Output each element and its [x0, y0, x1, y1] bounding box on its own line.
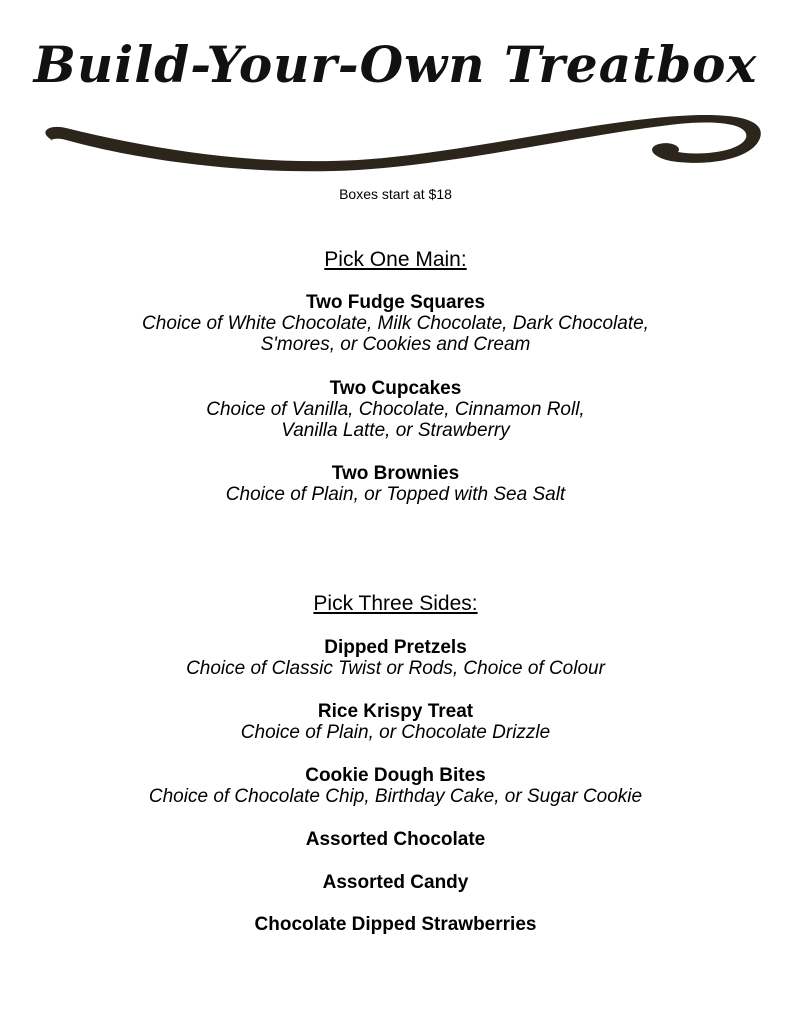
sides-heading: Pick Three Sides:: [313, 592, 478, 615]
mains-heading: Pick One Main:: [324, 248, 467, 271]
decorative-swirl: [28, 100, 768, 178]
item-description: Choice of Plain, or Topped with Sea Salt: [225, 484, 566, 505]
menu-item: [0, 765, 791, 807]
menu-item: [0, 378, 791, 441]
item-description: Choice of Classic Twist or Rods, Choice of Colour: [186, 658, 605, 679]
menu-item: [0, 829, 791, 850]
item-name: Cookie Dough Bites: [305, 765, 486, 786]
menu-item: [0, 872, 791, 893]
item-description: Choice of White Chocolate, Milk Chocolate, Dark Chocolate,: [142, 313, 649, 334]
item-name: Chocolate Dipped Strawberries: [254, 914, 537, 935]
item-name: Two Fudge Squares: [305, 292, 486, 313]
item-name: Assorted Chocolate: [305, 829, 486, 850]
swirl-stroke: [45, 115, 760, 171]
menu-item: [0, 292, 791, 355]
item-description: S'mores, or Cookies and Cream: [260, 334, 531, 355]
item-description: Vanilla Latte, or Strawberry: [281, 420, 510, 441]
menu-item: [0, 914, 791, 935]
menu-item: [0, 637, 791, 679]
item-description: Choice of Plain, or Chocolate Drizzle: [240, 722, 551, 743]
price-note: Boxes start at $18: [339, 186, 452, 202]
item-name: Two Brownies: [331, 463, 460, 484]
item-name: Two Cupcakes: [329, 378, 462, 399]
item-name: Dipped Pretzels: [324, 637, 467, 658]
page-title: Build-Your-Own Treatbox: [33, 35, 758, 94]
item-name: Assorted Candy: [322, 872, 469, 893]
item-name: Rice Krispy Treat: [317, 701, 474, 722]
menu-item: [0, 701, 791, 743]
menu-item: [0, 463, 791, 505]
item-description: Choice of Chocolate Chip, Birthday Cake, or Sugar Cookie: [148, 786, 643, 807]
item-description: Choice of Vanilla, Chocolate, Cinnamon Roll,: [206, 399, 585, 420]
